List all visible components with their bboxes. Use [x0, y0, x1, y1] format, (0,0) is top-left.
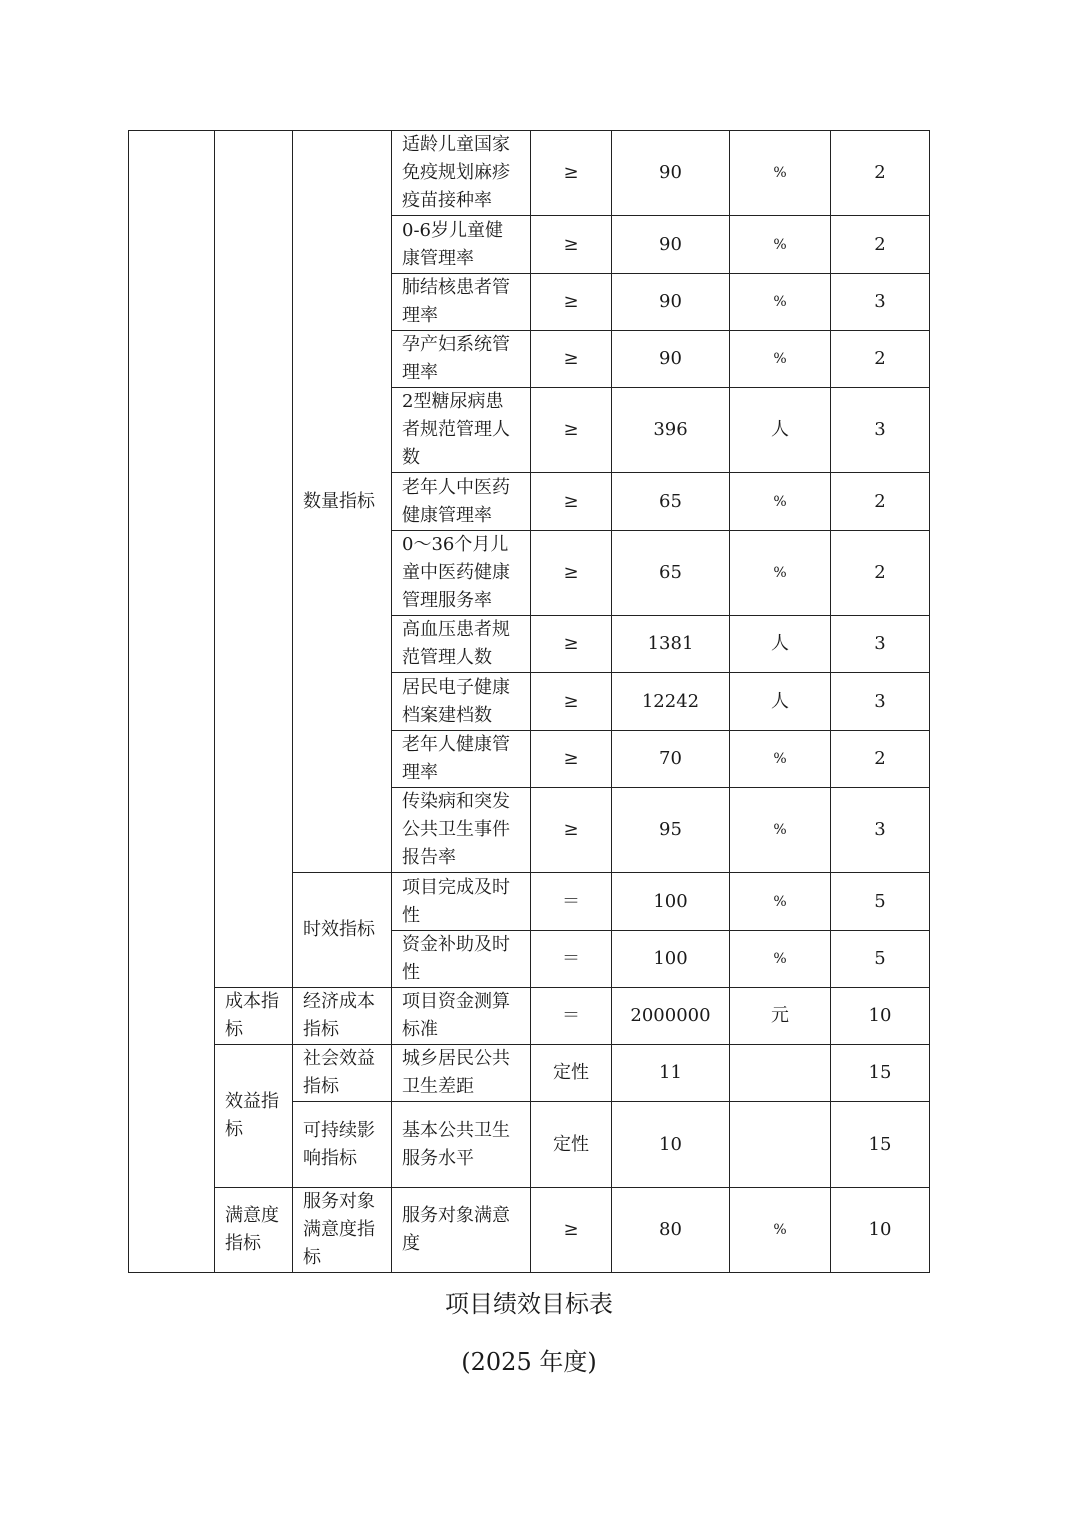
- operator-cell: ≥: [531, 274, 612, 331]
- score-cell: 3: [831, 274, 930, 331]
- unit-cell: %: [730, 274, 831, 331]
- indicator-name: 适龄儿童国家免疫规划麻疹疫苗接种率: [392, 131, 531, 216]
- unit-cell: [730, 1045, 831, 1102]
- level2-cell: 成本指标: [215, 988, 293, 1045]
- unit-cell: %: [730, 873, 831, 931]
- score-cell: 2: [831, 131, 930, 216]
- performance-table: [128, 130, 930, 1273]
- table-title: 项目绩效目标表: [445, 1290, 613, 1318]
- operator-cell: ≥: [531, 1188, 612, 1273]
- operator-cell: ≥: [531, 473, 612, 531]
- level3-cell: 经济成本指标: [293, 988, 392, 1045]
- indicator-name: 肺结核患者管理率: [392, 274, 531, 331]
- value-cell: 65: [612, 531, 730, 616]
- value-cell: 10: [612, 1102, 730, 1188]
- score-cell: 2: [831, 331, 930, 388]
- indicator-name: 2型糖尿病患者规范管理人数: [392, 388, 531, 473]
- unit-cell: [730, 1102, 831, 1188]
- score-cell: 15: [831, 1045, 930, 1102]
- operator-cell: ≥: [531, 616, 612, 673]
- unit-cell: %: [730, 1188, 831, 1273]
- indicator-name: 孕产妇系统管理率: [392, 331, 531, 388]
- score-cell: 3: [831, 616, 930, 673]
- operator-cell: ≥: [531, 673, 612, 731]
- value-cell: 70: [612, 731, 730, 788]
- table-body: [129, 131, 930, 1273]
- table-year: (2025 年度): [461, 1348, 597, 1376]
- table-row: [129, 988, 930, 1045]
- score-cell: 2: [831, 531, 930, 616]
- indicator-name: 高血压患者规范管理人数: [392, 616, 531, 673]
- unit-cell: %: [730, 731, 831, 788]
- level3-cell: 时效指标: [293, 873, 392, 988]
- value-cell: 95: [612, 788, 730, 873]
- unit-cell: %: [730, 131, 831, 216]
- indicator-name: 传染病和突发公共卫生事件报告率: [392, 788, 531, 873]
- indicator-name: 服务对象满意度: [392, 1188, 531, 1273]
- score-cell: 2: [831, 473, 930, 531]
- score-cell: 5: [831, 931, 930, 988]
- operator-cell: ≥: [531, 331, 612, 388]
- value-cell: 100: [612, 931, 730, 988]
- operator-cell: 定性: [531, 1102, 612, 1188]
- value-cell: 12242: [612, 673, 730, 731]
- unit-cell: %: [730, 788, 831, 873]
- operator-cell: 定性: [531, 1045, 612, 1102]
- level2-cell: [215, 131, 293, 988]
- indicator-name: 老年人健康管理率: [392, 731, 531, 788]
- operator-cell: ＝: [531, 931, 612, 988]
- value-cell: 80: [612, 1188, 730, 1273]
- value-cell: 100: [612, 873, 730, 931]
- unit-cell: 元: [730, 988, 831, 1045]
- value-cell: 90: [612, 216, 730, 274]
- indicator-name: 基本公共卫生服务水平: [392, 1102, 531, 1188]
- operator-cell: ≥: [531, 788, 612, 873]
- value-cell: 90: [612, 331, 730, 388]
- table-row: [129, 1045, 930, 1102]
- unit-cell: %: [730, 216, 831, 274]
- unit-cell: 人: [730, 616, 831, 673]
- level3-cell: 服务对象满意度指标: [293, 1188, 392, 1273]
- unit-cell: %: [730, 331, 831, 388]
- level2-cell: 满意度指标: [215, 1188, 293, 1273]
- score-cell: 10: [831, 1188, 930, 1273]
- indicator-name: 老年人中医药健康管理率: [392, 473, 531, 531]
- value-cell: 90: [612, 131, 730, 216]
- operator-cell: ＝: [531, 988, 612, 1045]
- score-cell: 5: [831, 873, 930, 931]
- score-cell: 3: [831, 673, 930, 731]
- value-cell: 65: [612, 473, 730, 531]
- table-row: [129, 1188, 930, 1273]
- operator-cell: ≥: [531, 216, 612, 274]
- value-cell: 396: [612, 388, 730, 473]
- score-cell: 15: [831, 1102, 930, 1188]
- indicator-name: 资金补助及时性: [392, 931, 531, 988]
- score-cell: 10: [831, 988, 930, 1045]
- score-cell: 2: [831, 216, 930, 274]
- indicator-name: 居民电子健康档案建档数: [392, 673, 531, 731]
- unit-cell: %: [730, 531, 831, 616]
- unit-cell: %: [730, 473, 831, 531]
- indicator-name: 项目完成及时性: [392, 873, 531, 931]
- value-cell: 2000000: [612, 988, 730, 1045]
- level3-cell: 可持续影响指标: [293, 1102, 392, 1188]
- operator-cell: ≥: [531, 531, 612, 616]
- unit-cell: 人: [730, 388, 831, 473]
- unit-cell: %: [730, 931, 831, 988]
- operator-cell: ≥: [531, 131, 612, 216]
- value-cell: 90: [612, 274, 730, 331]
- operator-cell: ≥: [531, 731, 612, 788]
- score-cell: 3: [831, 788, 930, 873]
- indicator-name: 0-6岁儿童健康管理率: [392, 216, 531, 274]
- level1-cell: [129, 131, 215, 1273]
- indicator-name: 城乡居民公共卫生差距: [392, 1045, 531, 1102]
- score-cell: 3: [831, 388, 930, 473]
- value-cell: 1381: [612, 616, 730, 673]
- level3-cell: 社会效益指标: [293, 1045, 392, 1102]
- table-row: [129, 131, 930, 216]
- value-cell: 11: [612, 1045, 730, 1102]
- unit-cell: 人: [730, 673, 831, 731]
- score-cell: 2: [831, 731, 930, 788]
- operator-cell: ＝: [531, 873, 612, 931]
- level2-cell: 效益指标: [215, 1045, 293, 1188]
- level3-cell: 数量指标: [293, 131, 392, 873]
- indicator-name: 0～36个月儿童中医药健康管理服务率: [392, 531, 531, 616]
- operator-cell: ≥: [531, 388, 612, 473]
- indicator-name: 项目资金测算标准: [392, 988, 531, 1045]
